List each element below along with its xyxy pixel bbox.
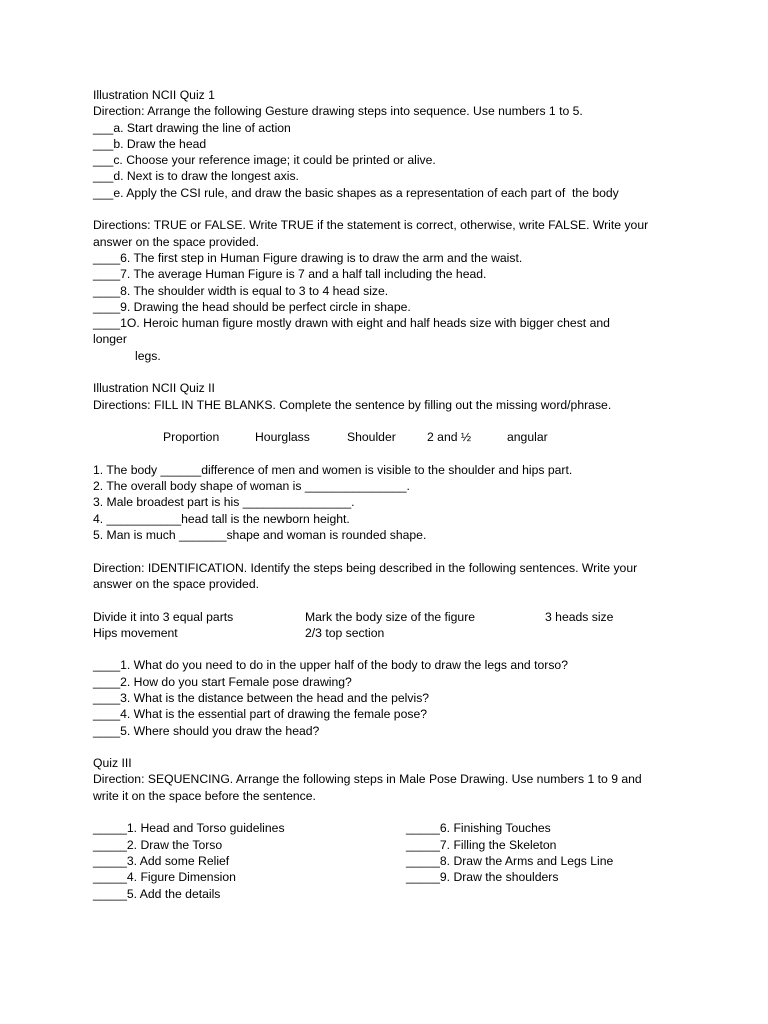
quiz3-direction-line1: Direction: SEQUENCING. Arrange the following steps in Male Pose Drawing. Use numbers 1 to 9 and bbox=[93, 772, 642, 787]
spacer bbox=[93, 446, 733, 462]
quiz3-steps bbox=[93, 820, 733, 901]
quiz3-direction-line2: write it on the space before the sentence. bbox=[93, 788, 316, 803]
step-item: _____9. Draw the shoulders bbox=[406, 870, 559, 885]
quiz2-item-4: 4. ___________head tall is the newborn height. bbox=[93, 511, 350, 526]
quiz-content bbox=[93, 87, 733, 902]
truefalse-item-10-continued: longer bbox=[93, 332, 127, 347]
quiz2-item-1: 1. The body ______difference of men and women is visible to the shoulder and hips part. bbox=[93, 462, 573, 477]
word-bank-item: Proportion bbox=[163, 430, 220, 445]
truefalse-item-10-continued-2: legs. bbox=[135, 348, 161, 363]
step-item: _____1. Head and Torso guidelines bbox=[93, 821, 285, 836]
identification-item-2: ____2. How do you start Female pose drawing? bbox=[93, 674, 352, 689]
step-item: _____4. Figure Dimension bbox=[93, 870, 236, 885]
spacer bbox=[93, 641, 733, 657]
quiz2-title: Illustration NCII Quiz II bbox=[93, 381, 215, 396]
quiz2-item-5: 5. Man is much _______shape and woman is rounded shape. bbox=[93, 528, 427, 543]
choice-item bbox=[545, 625, 695, 641]
quiz1-item-b: ___b. Draw the head bbox=[93, 136, 207, 151]
choice-item: Hips movement bbox=[93, 625, 178, 640]
truefalse-direction-line1: Directions: TRUE or FALSE. Write TRUE if the statement is correct, otherwise, write FALSE. Write your bbox=[93, 218, 649, 233]
quiz1-item-d: ___d. Next is to draw the longest axis. bbox=[93, 169, 299, 184]
truefalse-direction-line2: answer on the space provided. bbox=[93, 234, 259, 249]
choice-item: 2/3 top section bbox=[305, 625, 385, 640]
spacer bbox=[93, 739, 733, 755]
truefalse-item-6: ____6. The first step in Human Figure drawing is to draw the arm and the waist. bbox=[93, 250, 523, 265]
spacer bbox=[93, 592, 733, 608]
step-item: _____5. Add the details bbox=[93, 886, 221, 901]
spacer bbox=[93, 543, 733, 559]
identification-direction-line1: Direction: IDENTIFICATION. Identify the steps being described in the following sentences. Write your bbox=[93, 560, 638, 575]
quiz1-item-c: ___c. Choose your reference image; it could be printed or alive. bbox=[93, 153, 436, 168]
truefalse-item-9: ____9. Drawing the head should be perfect circle in shape. bbox=[93, 299, 411, 314]
choice-item: Mark the body size of the figure bbox=[305, 609, 476, 624]
choice-item: 3 heads size bbox=[545, 609, 614, 624]
step-item: _____6. Finishing Touches bbox=[406, 821, 551, 836]
quiz1-item-e: ___e. Apply the CSI rule, and draw the basic shapes as a representation of each part of the body bbox=[93, 185, 619, 200]
word-bank-item: Hourglass bbox=[255, 430, 310, 445]
quiz1-item-a: ___a. Start drawing the line of action bbox=[93, 120, 291, 135]
choice-item: Divide it into 3 equal parts bbox=[93, 609, 234, 624]
truefalse-item-10: ____1O. Heroic human figure mostly drawn with eight and half heads size with bigger chest and bbox=[93, 316, 610, 331]
identification-direction-line2: answer on the space provided. bbox=[93, 576, 259, 591]
identification-item-1: ____1. What do you need to do in the upper half of the body to draw the legs and torso? bbox=[93, 658, 568, 673]
spacer bbox=[93, 804, 733, 820]
step-item: _____7. Filling the Skeleton bbox=[406, 837, 557, 852]
truefalse-item-7: ____7. The average Human Figure is 7 and a half tall including the head. bbox=[93, 267, 487, 282]
step-item bbox=[406, 886, 719, 902]
quiz1-direction: Direction: Arrange the following Gesture drawing steps into sequence. Use numbers 1 to 5. bbox=[93, 104, 583, 119]
quiz2-item-2: 2. The overall body shape of woman is _______________. bbox=[93, 479, 410, 494]
quiz2-item-3: 3. Male broadest part is his ________________. bbox=[93, 495, 355, 510]
identification-choices bbox=[93, 609, 733, 642]
identification-item-4: ____4. What is the essential part of drawing the female pose? bbox=[93, 707, 428, 722]
quiz2-direction: Directions: FILL IN THE BLANKS. Complete the sentence by filling out the missing word/phrase. bbox=[93, 397, 612, 412]
quiz1-title: Illustration NCII Quiz 1 bbox=[93, 88, 215, 102]
truefalse-item-8: ____8. The shoulder width is equal to 3 to 4 head size. bbox=[93, 283, 389, 298]
step-item: _____2. Draw the Torso bbox=[93, 837, 223, 852]
identification-item-3: ____3. What is the distance between the head and the pelvis? bbox=[93, 690, 430, 705]
word-bank-item: Shoulder bbox=[347, 430, 396, 445]
spacer bbox=[93, 201, 733, 217]
step-item: _____3. Add some Relief bbox=[93, 853, 230, 868]
quiz3-title: Quiz III bbox=[93, 756, 132, 771]
spacer bbox=[93, 364, 733, 380]
word-bank-item: 2 and ½ bbox=[427, 430, 472, 445]
step-item: _____8. Draw the Arms and Legs Line bbox=[406, 853, 614, 868]
word-bank bbox=[93, 429, 733, 445]
spacer bbox=[93, 413, 733, 429]
identification-item-5: ____5. Where should you draw the head? bbox=[93, 723, 320, 738]
word-bank-item: angular bbox=[507, 430, 548, 445]
